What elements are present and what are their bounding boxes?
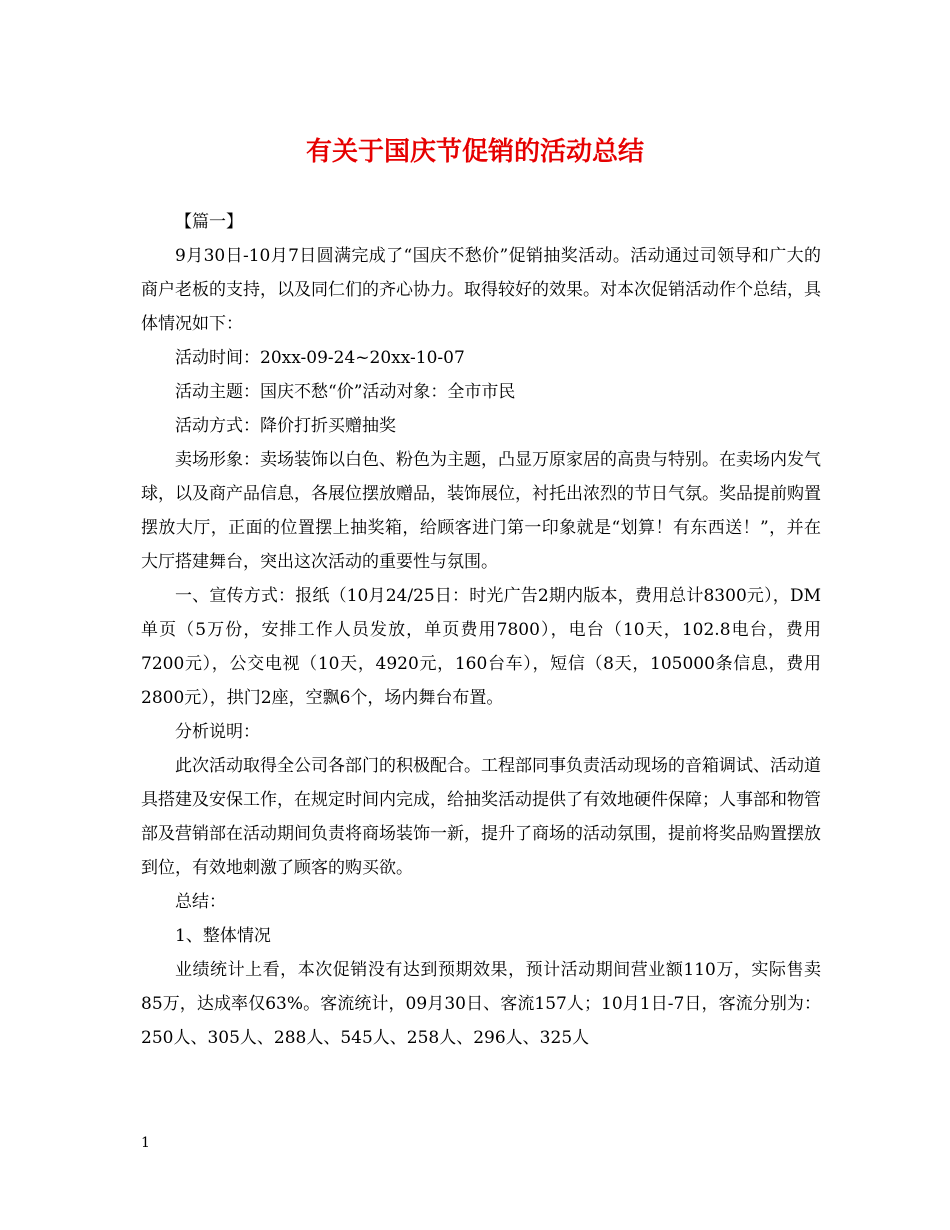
store-image-paragraph: 卖场形象：卖场装饰以白色、粉色为主题，凸显万原家居的高贵与特别。在卖场内发气球，以及商产品信息，各展位摆放赠品，装饰展位，衬托出浓烈的节日气氛。奖品提前购置摆放大厅，正面的位置摆上抽奖箱，给顾客进门第一印象就是“划算！有东西送！”，并在大厅搭建舞台，突出这次活动的重要性与氛围。 bbox=[141, 450, 821, 572]
overall-heading: 1、整体情况 bbox=[175, 926, 271, 946]
document-body bbox=[141, 205, 821, 1055]
intro-paragraph: 9月30日-10月7日圆满完成了“国庆不愁价”促销抽奖活动。活动通过司领导和广大的商户老板的支持，以及同仁们的齐心协力。取得较好的效果。对本次促销活动作个总结，具体情况如下： bbox=[141, 246, 821, 334]
analysis-heading: 分析说明： bbox=[175, 722, 260, 742]
page-number: 1 bbox=[141, 1135, 150, 1151]
page-title: 有关于国庆节促销的活动总结 bbox=[305, 137, 644, 167]
activity-method: 活动方式：降价打折买赠抽奖 bbox=[175, 416, 396, 436]
analysis-paragraph: 此次活动取得全公司各部门的积极配合。工程部同事负责活动现场的音箱调试、活动道具搭建及安保工作，在规定时间内完成，给抽奖活动提供了有效地硬件保障；人事部和物管部及营销部在活动期间负责将商场装饰一新，提升了商场的活动氛围，提前将奖品购置摆放到位，有效地刺激了顾客的购买欲。 bbox=[141, 756, 821, 878]
activity-time: 活动时间：20xx-09-24~20xx-10-07 bbox=[175, 348, 465, 368]
section-label: 【篇一】 bbox=[175, 212, 243, 232]
activity-theme: 活动主题：国庆不愁“价”活动对象：全市市民 bbox=[175, 382, 516, 402]
publicity-paragraph: 一、宣传方式：报纸（10月24/25日：时光广告2期内版本，费用总计8300元），DM单页（5万份，安排工作人员发放，单页费用7800），电台（10天，102.8电台，费用7200元），公交电视（10天，4920元，160台车），短信（8天，105000条信息，费用2800元），拱门2座，空飘6个，场内舞台布置。 bbox=[141, 586, 821, 708]
performance-paragraph: 业绩统计上看，本次促销没有达到预期效果，预计活动期间营业额110万，实际售卖85万，达成率仅63%。客流统计，09月30日、客流157人；10月1日-7日，客流分别为：250人、305人、288人、545人、258人、296人、325人 bbox=[141, 960, 821, 1048]
summary-heading: 总结： bbox=[175, 892, 226, 912]
